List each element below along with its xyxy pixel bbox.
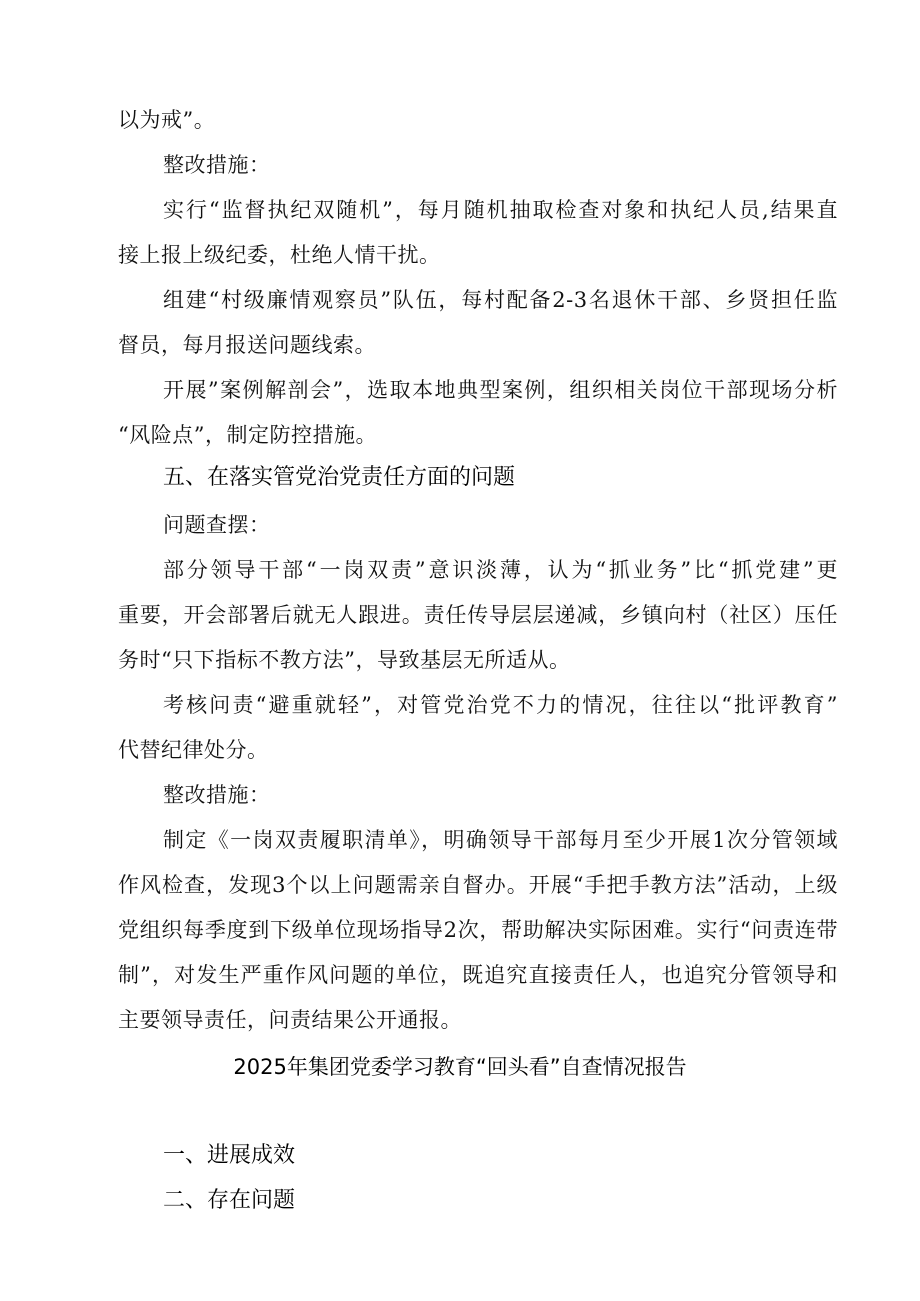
paragraph-line: 党组织每季度到下级单位现场指导2次，帮助解决实际困难。实行“问责连带 <box>118 918 838 942</box>
section-two-heading: 二、存在问题 <box>163 1188 296 1213</box>
paragraph-line: 组建“村级廉情观察员”队伍，每村配备2-3名退休干部、乡贤担任监 <box>163 288 838 312</box>
paragraph-line: 接上报上级纪委，杜绝人情干扰。 <box>118 243 441 267</box>
paragraph-line: 作风检查，发现3个以上问题需亲自督办。开展“手把手教方法”活动，上级 <box>118 873 838 897</box>
section-one-heading: 一、进展成效 <box>163 1143 296 1168</box>
paragraph-line: “风险点”，制定防控措施。 <box>118 423 377 447</box>
paragraph-line: 代替纪律处分。 <box>118 738 269 762</box>
paragraph-line: 主要领导责任，问责结果公开通报。 <box>118 1008 462 1032</box>
rectification-label: 整改措施： <box>163 153 271 177</box>
paragraph-line: 以为戒”。 <box>118 108 216 132</box>
paragraph-line: 制”，对发生严重作风问题的单位，既追究直接责任人，也追究分管领导和 <box>118 963 838 987</box>
section-five-heading: 五、在落实管党治党责任方面的问题 <box>163 465 516 490</box>
paragraph-line: 重要，开会部署后就无人跟进。责任传导层层递减，乡镇向村（社区）压任 <box>118 603 838 627</box>
paragraph-line: 实行“监督执纪双随机”，每月随机抽取检查对象和执纪人员,结果直 <box>163 198 838 222</box>
paragraph-line: 考核问责“避重就轻”，对管党治党不力的情况，往往以“批评教育” <box>163 693 838 717</box>
paragraph-line: 督员，每月报送问题线索。 <box>118 333 376 357</box>
problem-label: 问题查摆： <box>163 513 271 537</box>
rectification-label: 整改措施： <box>163 783 271 807</box>
paragraph-line: 制定《一岗双责履职清单》，明确领导干部每月至少开展1次分管领域 <box>163 828 838 852</box>
paragraph-line: 部分领导干部“一岗双责”意识淡薄，认为“抓业务”比“抓党建”更 <box>163 558 838 582</box>
paragraph-line: 务时“只下指标不教方法”，导致基层无所适从。 <box>118 648 571 672</box>
paragraph-line: 开展”案例解剖会”，选取本地典型案例，组织相关岗位干部现场分析 <box>163 378 838 402</box>
report-title: 2025年集团党委学习教育“回头看”自查情况报告 <box>233 1055 687 1079</box>
